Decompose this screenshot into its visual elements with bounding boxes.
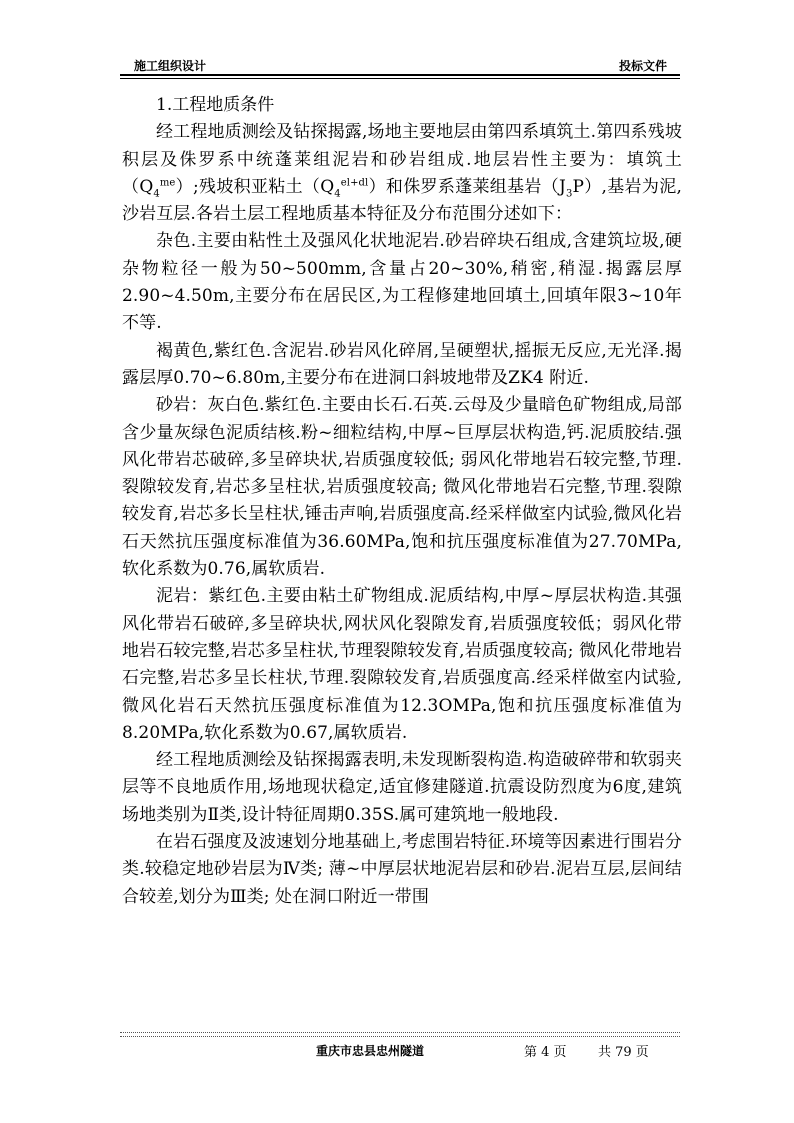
paragraph-fill-soil: 杂色.主要由粘性土及强风化状地泥岩.砂岩碎块石组成,含建筑垃圾,硬杂物粒径一般为50~500mm,含量占20~30%,稍密,稍湿.揭露层厚2.90~4.50m,主要分布在居民区,为工程修建地回填土,回填年限3~10年不等.: [122, 231, 682, 334]
page-header: [120, 55, 677, 73]
intro-sup-1: me: [159, 177, 176, 189]
paragraph-rock-classification: 在岩石强度及波速划分地基础上,考虑围岩特征.环境等因素进行围岩分类.较稳定地砂岩层为Ⅳ类; 薄~中厚层状地泥岩层和砂岩.泥岩互层,层间结合较差,划分为Ⅲ类; 处在洞口附近一带围: [122, 832, 682, 907]
footer-rule-top: [120, 1032, 680, 1033]
footer-page-number: 第 4 页: [524, 1045, 567, 1060]
intro-text-3: ）和侏罗系蓬莱组基岩（J: [368, 176, 566, 197]
footer-rule-bottom: [120, 1036, 680, 1037]
intro-paragraph: [122, 119, 682, 228]
paragraph-sandstone: 砂岩：灰白色.紫红色.主要由长石.石英.云母及少量暗色矿物组成,局部含少量灰绿色泥质结核.粉~细粒结构,中厚~巨厚层状构造,钙.泥质胶结.强风化带岩芯破碎,多呈碎块状,岩质强度较低; 弱风化带地岩石较完整,节理.裂隙较发育,岩芯多呈柱状,岩质强度较高; 微风化带地岩石完整,节理.裂隙较发育,岩芯多长呈柱状,锤击声响,岩质强度高.经采样做室内试验,微风化岩石天然抗压强度标准值为36.60MPa,饱和抗压强度标准值为27.70MPa,软化系数为0.76,属软质岩.: [122, 395, 682, 580]
paragraph-seismic: 经工程地质测绘及钻探揭露表明,未发现断裂构造.构造破碎带和软弱夹层等不良地质作用,场地现状稳定,适宜修建隧道.抗震设防烈度为6度,建筑场地类别为Ⅱ类,设计特征周期0.35S.属可建筑地一般地段.: [122, 750, 682, 825]
footer-total-pages: 共 79 页: [598, 1045, 649, 1060]
section-title: 1.工程地质条件: [156, 95, 275, 115]
page-footer: [120, 1040, 680, 1060]
intro-sup-2: el+dl: [340, 177, 369, 189]
intro-sub-2: 4: [334, 188, 341, 200]
header-rule-thin: [120, 78, 680, 79]
intro-sub-1: 4: [153, 188, 160, 200]
header-rule-thick: [120, 74, 680, 76]
intro-text-4: P）,基岩为泥,沙岩互层.各岩土层工程地质基本特征及分布范围分述如下：: [122, 176, 683, 225]
intro-sub-3: 3: [565, 188, 573, 200]
paragraph-mudstone: 泥岩：紫红色.主要由粘土矿物组成.泥质结构,中厚~厚层状构造.其强风化带岩石破碎,多呈碎块状,网状风化裂隙发育,岩质强度较低；弱风化带地岩石较完整,岩芯多呈柱状,节理裂隙较发育,岩质强度较高; 微风化带地岩石完整,岩芯多呈长柱状,节理.裂隙较发育,岩质强度高.经采样做室内试验,微风化岩石天然抗压强度标准值为12.3OMPa,饱和抗压强度标准值为8.20MPa,软化系数为0.67,属软质岩.: [122, 586, 682, 743]
intro-text-1: 经工程地质测绘及钻探揭露,场地主要地层由第四系填筑土.第四系残坡积层及侏罗系中统蓬莱组泥岩和砂岩组成.地层岩性主要为：填筑土（Q: [122, 122, 682, 197]
footer-project-name: 重庆市忠县忠州隧道: [316, 1044, 425, 1058]
paragraph-residual-soil: 褐黄色,紫红色.含泥岩.砂岩风化碎屑,呈硬塑状,摇振无反应,无光泽.揭露层厚0.70~6.80m,主要分布在进洞口斜坡地带及ZK4 附近.: [122, 340, 682, 388]
document-body: [122, 92, 682, 911]
header-right-text: 投标文件: [618, 59, 667, 73]
header-left-text: 施工组织设计: [134, 59, 207, 73]
intro-text-2: ）;残坡积亚粘土（Q: [175, 176, 335, 197]
